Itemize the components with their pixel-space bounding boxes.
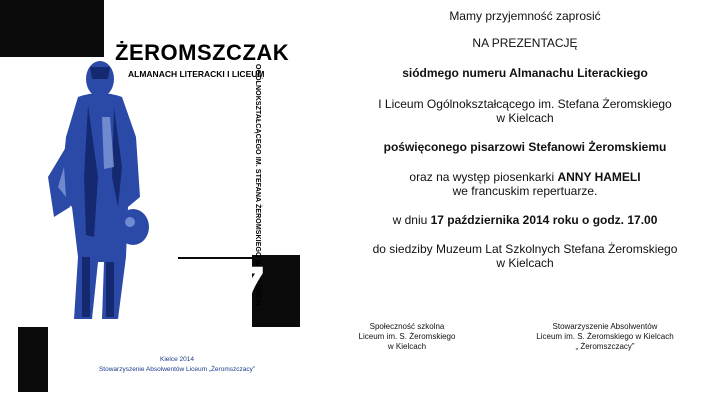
cover-footer-association: Stowarzyszenie Absolwentów Liceum „Żeromszczacy” (98, 366, 256, 374)
invite-performance-prefix: oraz na występ piosenkarki (409, 170, 558, 184)
invite-greeting: Mamy przyjemność zaprosić (449, 9, 601, 23)
invite-date-value: 17 października 2014 roku o godz. 17.00 (430, 213, 658, 227)
signature-line: Stowarzyszenie Absolwentów (552, 322, 658, 331)
cover-vertical-text: OGÓLNOKSZTAŁCĄCEGO IM. STEFANA ŻEROMSKIEGO W KIELCACH (254, 64, 261, 306)
cover-black-block-bottom (18, 327, 48, 392)
cover-subtitle: ALMANACH LITERACKI I LICEUM (128, 69, 265, 79)
signature-line: Społeczność szkolna (369, 322, 445, 331)
signature-alumni-association (520, 322, 690, 352)
invite-school-city: w Kielcach (496, 111, 554, 125)
signature-school-community (322, 322, 492, 352)
signature-line: Liceum im. S. Żeromskiego w Kielcach (536, 332, 674, 341)
cover-black-block-top (0, 0, 104, 57)
signature-line: Liceum im. S. Żeromskiego (358, 332, 456, 341)
invite-date (340, 213, 710, 227)
signature-line: „ Żeromszczacy” (575, 342, 635, 351)
invite-repertoire: we francuskim repertuarze. (452, 184, 598, 198)
almanac-cover (0, 0, 330, 400)
invite-school (340, 97, 710, 125)
invite-almanac-issue: siódmego numeru Almanachu Literackiego (402, 66, 648, 80)
cover-nr-label: Nr (225, 312, 233, 319)
invite-dedication: poświęconego pisarzowi Stefanowi Żeromskiemu (383, 140, 667, 154)
signature-line: w Kielcach (387, 342, 427, 351)
invite-venue-name: do siedziby Muzeum Lat Szkolnych Stefana Żeromskiego (372, 242, 678, 256)
cover-title: ŻEROMSZCZAK (115, 40, 290, 65)
invite-date-prefix: w dniu (392, 213, 431, 227)
cover-footer (72, 355, 282, 375)
cover-footer-city-year: Kielce 2014 (160, 356, 194, 363)
invite-venue-city: w Kielcach (496, 256, 554, 270)
invite-venue (340, 242, 710, 270)
invite-presentation: NA PREZENTACJĘ (472, 36, 578, 50)
cover-issue-number: 7 (232, 254, 266, 321)
statue-illustration (18, 57, 178, 327)
invite-performance (340, 170, 710, 198)
invite-school-name: I Liceum Ogólnokształcącego im. Stefana Żeromskiego (378, 97, 672, 111)
invite-singer-name: ANNY HAMELI (557, 170, 641, 184)
